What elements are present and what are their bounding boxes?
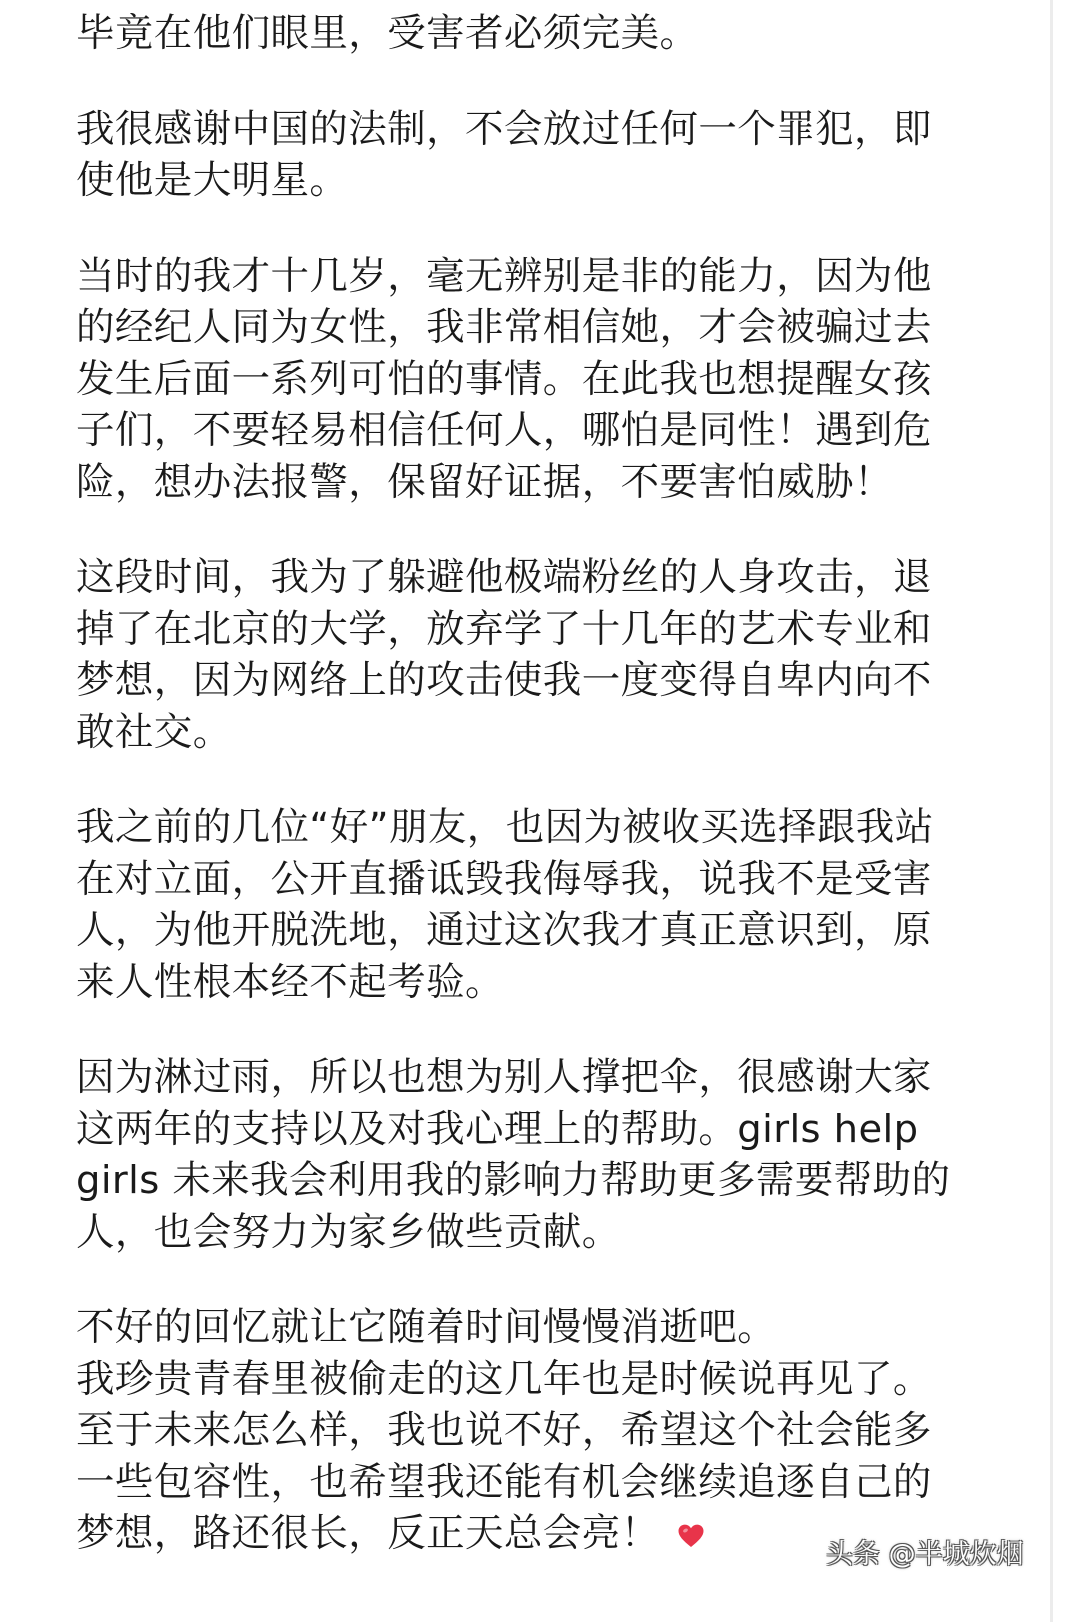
paragraph-7 bbox=[76, 1302, 956, 1560]
text-line: 来人性根本经不起考验。 bbox=[76, 959, 504, 1005]
text-line: 人，也会努力为家乡做些贡献。 bbox=[76, 1209, 621, 1255]
text-line: 这段时间，我为了躲避他极端粉丝的人身攻击，退 bbox=[76, 555, 932, 600]
text-line: 至于未来怎么样，我也说不好，希望这个社会能多 bbox=[76, 1408, 932, 1453]
source-watermark: 头条 @半城炊烟 bbox=[826, 1539, 1024, 1570]
paragraph-6 bbox=[76, 1052, 956, 1258]
article-body bbox=[76, 8, 956, 1560]
text-line: 发生后面一系列可怕的事情。在此我也想提醒女孩 bbox=[76, 356, 932, 402]
text-line: girls 未来我会利用我的影响力帮助更多需要帮助的 bbox=[76, 1158, 951, 1203]
text-line-content: 梦想，路还很长，反正天总会亮！ bbox=[76, 1511, 660, 1556]
red-heart-icon bbox=[678, 1524, 704, 1548]
text-line: 一些包容性，也希望我还能有机会继续追逐自己的 bbox=[76, 1459, 932, 1505]
text-line: 在对立面，公开直播诋毁我侮辱我，说我不是受害 bbox=[76, 856, 932, 902]
text-line: 子们，不要轻易相信任何人，哪怕是同性！遇到危 bbox=[76, 408, 932, 453]
text-line: 的经纪人同为女性，我非常相信她，才会被骗过去 bbox=[76, 305, 932, 350]
text-line: 梦想，因为网络上的攻击使我一度变得自卑内向不 bbox=[76, 658, 932, 703]
text-line: 这两年的支持以及对我心理上的帮助。girls help bbox=[76, 1106, 919, 1152]
paragraph-4 bbox=[76, 552, 956, 758]
paragraph-5 bbox=[76, 802, 956, 1008]
text-line: 我很感谢中国的法制，不会放过任何一个罪犯，即 bbox=[76, 106, 932, 152]
text-line: 不好的回忆就让它随着时间慢慢消逝吧。 bbox=[76, 1305, 777, 1350]
text-line: 当时的我才十几岁，毫无辨别是非的能力，因为他 bbox=[76, 253, 932, 299]
text-line: 敢社交。 bbox=[76, 709, 232, 755]
text-line: 我之前的几位“好”朋友，也因为被收买选择跟我站 bbox=[76, 805, 934, 850]
text-line: 因为淋过雨，所以也想为别人撑把伞，很感谢大家 bbox=[76, 1055, 932, 1100]
text-line: 使他是大明星。 bbox=[76, 158, 349, 203]
text-line: 毕竟在他们眼里，受害者必须完美。 bbox=[76, 11, 699, 56]
page-edge-divider bbox=[1050, 0, 1053, 1622]
text-line: 掉了在北京的大学，放弃学了十几年的艺术专业和 bbox=[76, 606, 932, 652]
paragraph-1 bbox=[76, 8, 956, 60]
text-line: 我珍贵青春里被偷走的这几年也是时候说再见了。 bbox=[76, 1356, 932, 1402]
text-line: 险，想办法报警，保留好证据，不要害怕威胁！ bbox=[76, 459, 893, 505]
last-text-line bbox=[76, 1508, 956, 1560]
paragraph-2 bbox=[76, 104, 956, 207]
text-line: 人，为他开脱洗地，通过这次我才真正意识到，原 bbox=[76, 908, 932, 953]
paragraph-3 bbox=[76, 251, 956, 509]
